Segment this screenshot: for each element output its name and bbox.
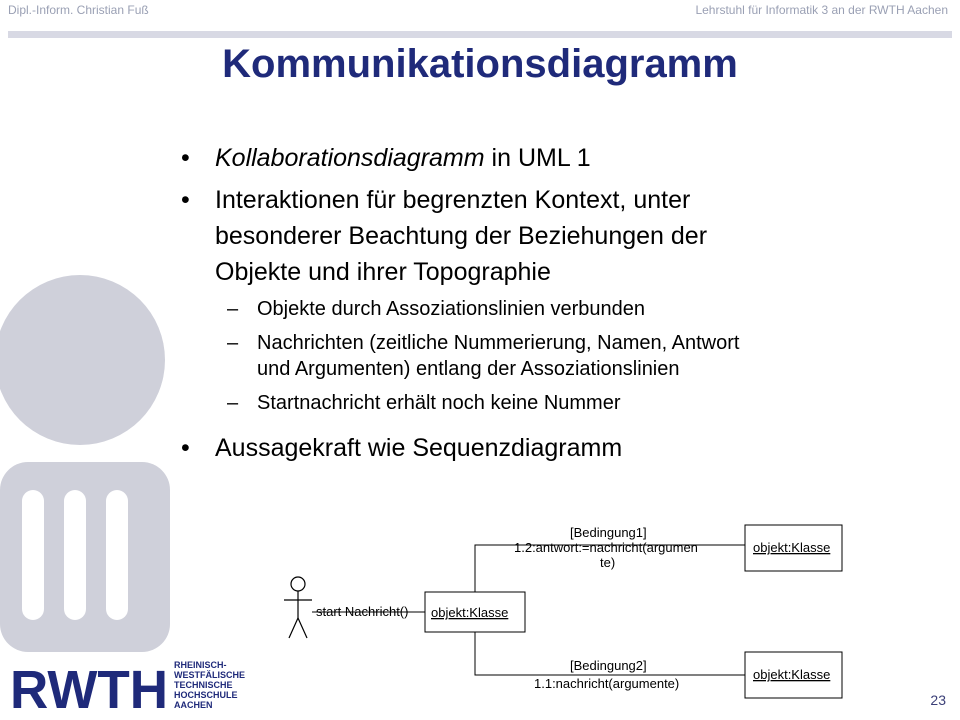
logo-line-1: RHEINISCH- <box>174 660 227 670</box>
header-institution: Lehrstuhl für Informatik 3 an der RWTH Aachen <box>695 3 948 17</box>
bullet-2-line-3: Objekte und ihrer Topographie <box>215 258 551 286</box>
top-message-line-1: 1.2:antwort:=nachricht(argumen <box>514 540 698 555</box>
dash-glyph: – <box>227 392 239 414</box>
object-center-label: objekt:Klasse <box>431 605 509 620</box>
bottom-condition: [Bedingung2] <box>570 658 647 673</box>
bullet-2-line-2: besonderer Beachtung der Beziehungen der <box>215 222 708 250</box>
top-condition: [Bedingung1] <box>570 525 647 540</box>
bullet-glyph: • <box>181 144 190 172</box>
object-top-label: objekt:Klasse <box>753 540 831 555</box>
sub-bullet-3-text: Startnachricht erhält noch keine Nummer <box>257 392 621 414</box>
object-bottom-label: objekt:Klasse <box>753 667 831 682</box>
slide-title: Kommunikationsdiagramm <box>222 42 738 86</box>
sub-bullet-1-text: Objekte durch Assoziationslinien verbunden <box>257 298 646 320</box>
logo-line-3: TECHNISCHE <box>174 680 233 690</box>
logo-line-2: WESTFÄLISCHE <box>174 670 245 680</box>
dash-glyph: – <box>227 332 239 354</box>
bullet-3-text: Aussagekraft wie Sequenzdiagramm <box>215 434 623 462</box>
sub-bullet-2-line-2: und Argumenten) entlang der Assoziationslinien <box>257 358 680 380</box>
bullet-1-italic: Kollaborationsdiagramm <box>215 144 485 172</box>
page-number: 23 <box>930 692 946 708</box>
sub-bullet-2-line-1: Nachrichten (zeitliche Nummerierung, Namen, Antwort <box>257 332 740 354</box>
top-message-line-2: te) <box>600 555 616 570</box>
logo-line-4: HOCHSCHULE <box>174 690 238 700</box>
rwth-logo <box>10 660 245 720</box>
bullet-glyph: • <box>181 434 190 462</box>
start-message: start Nachricht() <box>316 604 409 619</box>
bullet-1-text: in UML 1 <box>484 144 591 172</box>
logo-letters: RWTH <box>10 660 168 720</box>
actor-icon <box>284 577 312 638</box>
bullet-glyph: • <box>181 186 190 214</box>
header-author: Dipl.-Inform. Christian Fuß <box>8 3 149 17</box>
bottom-message: 1.1:nachricht(argumente) <box>534 676 680 691</box>
bullet-2-line-1: Interaktionen für begrenzten Kontext, unter <box>215 186 691 214</box>
logo-line-5: AACHEN <box>174 700 213 710</box>
dash-glyph: – <box>227 298 239 320</box>
